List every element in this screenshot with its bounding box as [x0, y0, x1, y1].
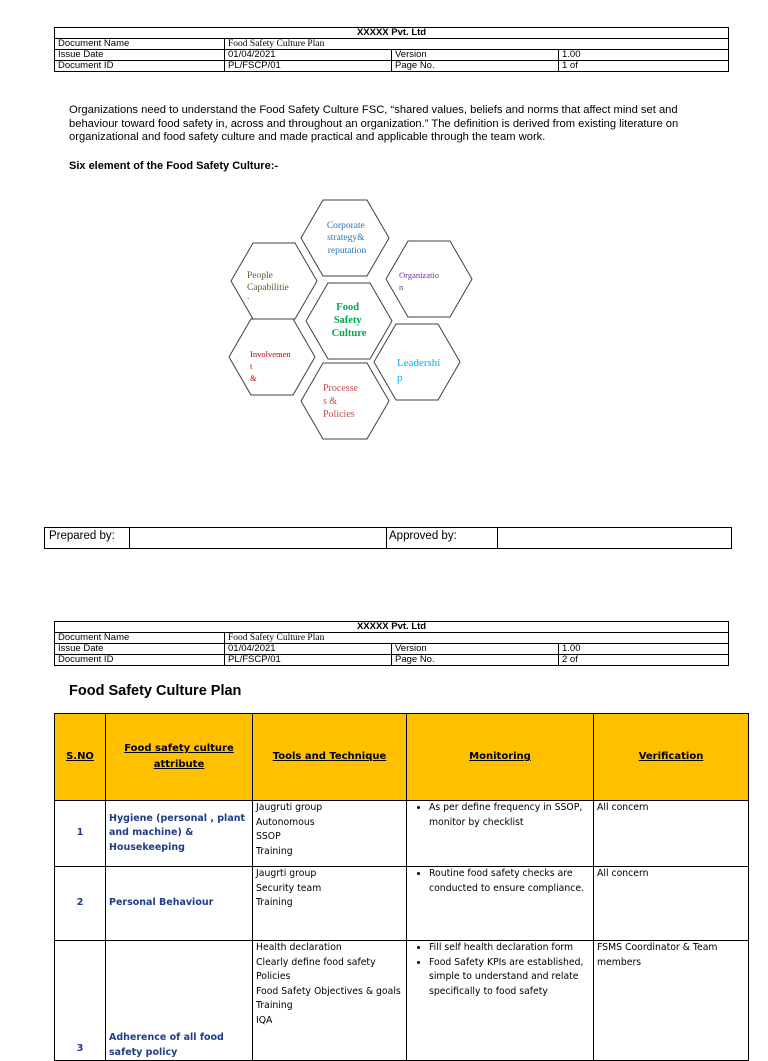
issue-date-value: 01/04/2021: [225, 644, 392, 655]
row-verification: All concern: [594, 801, 749, 867]
doc-id-value: PL/FSCP/01: [225, 655, 392, 666]
row-monitoring: [407, 941, 594, 1061]
col-sno: S.NO: [55, 714, 106, 801]
six-elements-heading: Six element of the Food Safety Culture:-: [69, 160, 279, 172]
monitoring-item: • Fill self health declaration form: [429, 941, 590, 956]
page1-header-table: [54, 27, 729, 72]
intro-paragraph: Organizations need to understand the Food Safety Culture FSC, “shared values, beliefs and norms that affect mind set and behaviour toward food safety in, across and throughout an organization.” The definition is derived from existing literature on organizational and food safety culture and made practical and applicable through the team work.: [69, 104, 679, 143]
tool-item: Food Safety Objectives & goals: [256, 985, 401, 997]
hex-leadership-label: Leadershi p: [397, 357, 441, 384]
row-tools: [253, 867, 407, 941]
doc-name-label: Document Name: [55, 39, 225, 50]
tool-item: Jaugrti group: [256, 868, 317, 879]
hex-organization-label: Organizatio n: [399, 270, 439, 292]
tool-item: SSOP: [256, 831, 281, 842]
food-safety-culture-diagram: [215, 195, 480, 445]
row-monitoring: [407, 867, 594, 941]
tool-item: IQA: [256, 1014, 273, 1026]
hex-processes-label: Processe s & Policies: [323, 383, 358, 420]
issue-date-label: Issue Date: [55, 644, 225, 655]
doc-name-label: Document Name: [55, 633, 225, 644]
page-no-value: 1 of: [559, 61, 729, 72]
row-tools: [253, 941, 407, 1061]
col-monitoring: Monitoring: [407, 714, 594, 801]
row-tools: [253, 801, 407, 867]
tool-item: Training: [256, 897, 293, 908]
plan-table: [54, 713, 749, 1061]
monitoring-item: • Routine food safety checks are conducted to ensure compliance.: [429, 867, 590, 896]
hex-processes: [301, 363, 389, 439]
doc-id-label: Document ID: [55, 655, 225, 666]
row-verification: FSMS Coordinator & Team members: [594, 941, 749, 1061]
table-row: [55, 941, 749, 1061]
tool-item: Clearly define food safety Policies: [256, 956, 376, 982]
doc-id-value: PL/FSCP/01: [225, 61, 392, 72]
row-sno: 2: [55, 867, 106, 941]
plan-title: Food Safety Culture Plan: [69, 683, 242, 699]
version-value: 1.00: [559, 644, 729, 655]
hex-center-label: Food Safety Culture: [331, 302, 367, 339]
row-sno: 1: [55, 801, 106, 867]
monitoring-item: • Food Safety KPIs are established, simple to understand and relate specifically to food safety: [429, 956, 590, 1000]
tool-item: Jaugruti group: [256, 802, 323, 813]
col-verification: Verification: [594, 714, 749, 801]
version-label: Version: [392, 50, 559, 61]
tool-item: Health declaration: [256, 942, 342, 953]
doc-name-value: Food Safety Culture Plan: [225, 633, 729, 644]
doc-name-value: Food Safety Culture Plan: [225, 39, 729, 50]
company-name: XXXXX Pvt. Ltd: [55, 28, 729, 39]
hex-people: [231, 243, 317, 319]
approved-by-field: [497, 528, 498, 548]
page-no-value: 2 of: [559, 655, 729, 666]
table-row: [55, 867, 749, 941]
hex-involvement-label: Involvemen t &: [250, 349, 291, 383]
prepared-by-field: [129, 528, 387, 548]
prepared-by-label: Prepared by:: [49, 530, 115, 542]
tool-item: Training: [256, 1000, 293, 1011]
page-no-label: Page No.: [392, 655, 559, 666]
table-row: [55, 801, 749, 867]
signoff-row: [44, 527, 732, 549]
version-value: 1.00: [559, 50, 729, 61]
row-attribute: Hygiene (personal , plant and machine) & Housekeeping: [106, 801, 253, 867]
row-monitoring: [407, 801, 594, 867]
issue-date-label: Issue Date: [55, 50, 225, 61]
row-sno: 3: [55, 941, 106, 1061]
version-label: Version: [392, 644, 559, 655]
issue-date-value: 01/04/2021: [225, 50, 392, 61]
hex-corporate-label: Corporate strategy& reputation: [326, 221, 367, 256]
row-verification: All concern: [594, 867, 749, 941]
monitoring-item: • As per define frequency in SSOP, monitor by checklist: [429, 801, 590, 830]
tool-item: Training: [256, 845, 293, 857]
col-attribute: Food safety culture attribute: [106, 714, 253, 801]
col-tools: Tools and Technique: [253, 714, 407, 801]
page-no-label: Page No.: [392, 61, 559, 72]
hex-people-label: People Capabilitie .: [247, 271, 289, 302]
row-attribute: Adherence of all food safety policy: [106, 941, 253, 1061]
company-name: XXXXX Pvt. Ltd: [55, 622, 729, 633]
doc-id-label: Document ID: [55, 61, 225, 72]
plan-table-header: [55, 714, 749, 801]
row-attribute: Personal Behaviour: [106, 867, 253, 941]
tool-item: Autonomous: [256, 816, 315, 828]
page2-header-table: [54, 621, 729, 666]
approved-by-label: Approved by:: [389, 530, 457, 542]
tool-item: Security team: [256, 882, 322, 894]
